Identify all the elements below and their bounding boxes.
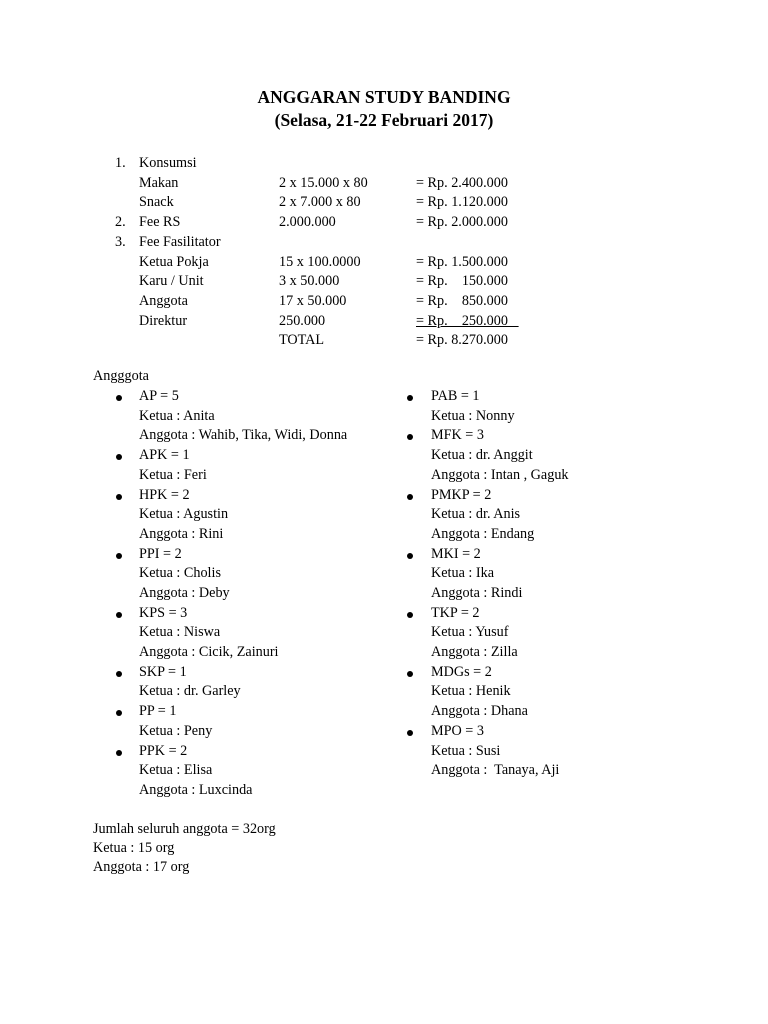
group-ketua: Ketua : Cholis xyxy=(139,565,221,582)
group-ketua: Ketua : Henik xyxy=(431,683,511,700)
group-anggota: Anggota : Tanaya, Aji xyxy=(431,762,560,779)
bullet-icon xyxy=(116,710,122,716)
bullet-icon xyxy=(116,494,122,500)
group-ketua: Ketua : dr. Anis xyxy=(431,506,521,523)
group-anggota: Anggota : Luxcinda xyxy=(139,781,253,798)
budget-result: = Rp. 250.000 xyxy=(416,312,519,329)
budget-result: = Rp. 1.120.000 xyxy=(416,194,508,211)
group-name: PPI = 2 xyxy=(139,545,182,562)
budget-number: 2. xyxy=(115,214,126,231)
group-name: HPK = 2 xyxy=(139,486,190,503)
budget-item-name: Snack xyxy=(139,194,174,211)
budget-row xyxy=(0,155,768,175)
budget-item-name: Fee Fasilitator xyxy=(139,233,221,250)
budget-formula: TOTAL xyxy=(279,332,325,349)
group-ketua: Ketua : Ika xyxy=(431,565,495,582)
bullet-icon xyxy=(407,612,413,618)
budget-row xyxy=(0,194,768,214)
group-name: MKI = 2 xyxy=(431,545,481,562)
group-anggota: Anggota : Endang xyxy=(431,525,535,542)
budget-item-name: Karu / Unit xyxy=(139,273,204,290)
budget-row xyxy=(0,214,768,234)
group-anggota: Anggota : Intan , Gaguk xyxy=(431,466,569,483)
group-ketua: Ketua : Peny xyxy=(139,722,213,739)
group-name: MPO = 3 xyxy=(431,722,484,739)
bullet-icon xyxy=(116,553,122,559)
budget-row xyxy=(0,254,768,274)
bullet-icon xyxy=(407,494,413,500)
group-name: TKP = 2 xyxy=(431,604,480,621)
group-name: MFK = 3 xyxy=(431,427,484,444)
group-name: APK = 1 xyxy=(139,447,190,464)
budget-item-name: Direktur xyxy=(139,312,188,329)
group-ketua: Ketua : Niswa xyxy=(139,624,221,641)
group-ketua: Ketua : dr. Anggit xyxy=(431,447,533,464)
group-anggota: Anggota : Dhana xyxy=(431,703,528,720)
group-anggota: Anggota : Deby xyxy=(139,584,230,601)
group-ketua: Ketua : Feri xyxy=(139,466,207,483)
group-name: KPS = 3 xyxy=(139,604,188,621)
budget-result: = Rp. 2.000.000 xyxy=(416,214,508,231)
document-subtitle: (Selasa, 21-22 Februari 2017) xyxy=(274,110,494,130)
budget-result: = Rp. 850.000 xyxy=(416,292,508,309)
group-ketua: Ketua : Susi xyxy=(431,742,501,759)
bullet-icon xyxy=(407,671,413,677)
bullet-icon xyxy=(407,553,413,559)
group-name: PPK = 2 xyxy=(139,742,188,759)
budget-row xyxy=(0,175,768,195)
budget-result: = Rp. 2.400.000 xyxy=(416,174,508,191)
group-ketua: Ketua : Elisa xyxy=(139,762,213,779)
group-name: PP = 1 xyxy=(139,703,177,720)
document-title: ANGGARAN STUDY BANDING xyxy=(257,87,511,107)
group-name: SKP = 1 xyxy=(139,663,187,680)
group-name: PMKP = 2 xyxy=(431,486,492,503)
budget-number: 1. xyxy=(115,155,126,171)
bullet-icon xyxy=(116,454,122,460)
group-anggota: Anggota : Zilla xyxy=(431,644,518,661)
group-anggota: Anggota : Cicik, Zainuri xyxy=(139,644,279,661)
group-ketua: Ketua : Agustin xyxy=(139,506,229,523)
bullet-icon xyxy=(116,395,122,401)
budget-formula: 250.000 xyxy=(279,312,326,329)
budget-formula: 2.000.000 xyxy=(279,214,336,231)
group-anggota: Anggota : Rini xyxy=(139,525,224,542)
summary-ketua: Ketua : 15 org xyxy=(93,840,175,856)
group-name: PAB = 1 xyxy=(431,388,480,404)
budget-number: 3. xyxy=(115,233,126,250)
budget-formula: 3 x 50.000 xyxy=(279,273,340,290)
budget-item-name: Makan xyxy=(139,174,179,191)
group-name: MDGs = 2 xyxy=(431,663,492,680)
budget-item-name: Anggota xyxy=(139,292,188,309)
bullet-icon xyxy=(116,671,122,677)
budget-row xyxy=(0,332,768,352)
bullet-icon xyxy=(407,434,413,440)
group-ketua: Ketua : Nonny xyxy=(431,407,515,424)
summary-total: Jumlah seluruh anggota = 32org xyxy=(93,821,276,837)
group-ketua: Ketua : Yusuf xyxy=(431,624,509,641)
group-name: AP = 5 xyxy=(139,388,179,404)
budget-item-name: Konsumsi xyxy=(139,155,197,171)
budget-result: = Rp. 8.270.000 xyxy=(416,332,508,349)
bullet-icon xyxy=(116,750,122,756)
budget-formula: 17 x 50.000 xyxy=(279,292,347,309)
budget-row xyxy=(0,293,768,313)
group-ketua: Ketua : dr. Garley xyxy=(139,683,241,700)
budget-row xyxy=(0,234,768,254)
group-anggota: Anggota : Rindi xyxy=(431,584,523,601)
budget-row xyxy=(0,313,768,333)
budget-result: = Rp. 150.000 xyxy=(416,273,508,290)
group-ketua: Ketua : Anita xyxy=(139,407,215,424)
budget-row xyxy=(0,273,768,293)
budget-result: = Rp. 1.500.000 xyxy=(416,253,508,270)
budget-item-name: Ketua Pokja xyxy=(139,253,209,270)
members-heading: Angggota xyxy=(93,368,149,384)
group-anggota: Anggota : Wahib, Tika, Widi, Donna xyxy=(139,427,348,444)
budget-formula: 15 x 100.0000 xyxy=(279,253,361,270)
summary-anggota: Anggota : 17 org xyxy=(93,859,190,875)
bullet-icon xyxy=(407,395,413,401)
budget-formula: 2 x 7.000 x 80 xyxy=(279,194,361,211)
bullet-icon xyxy=(407,730,413,736)
bullet-icon xyxy=(116,612,122,618)
budget-item-name: Fee RS xyxy=(139,214,181,231)
budget-formula: 2 x 15.000 x 80 xyxy=(279,174,368,191)
